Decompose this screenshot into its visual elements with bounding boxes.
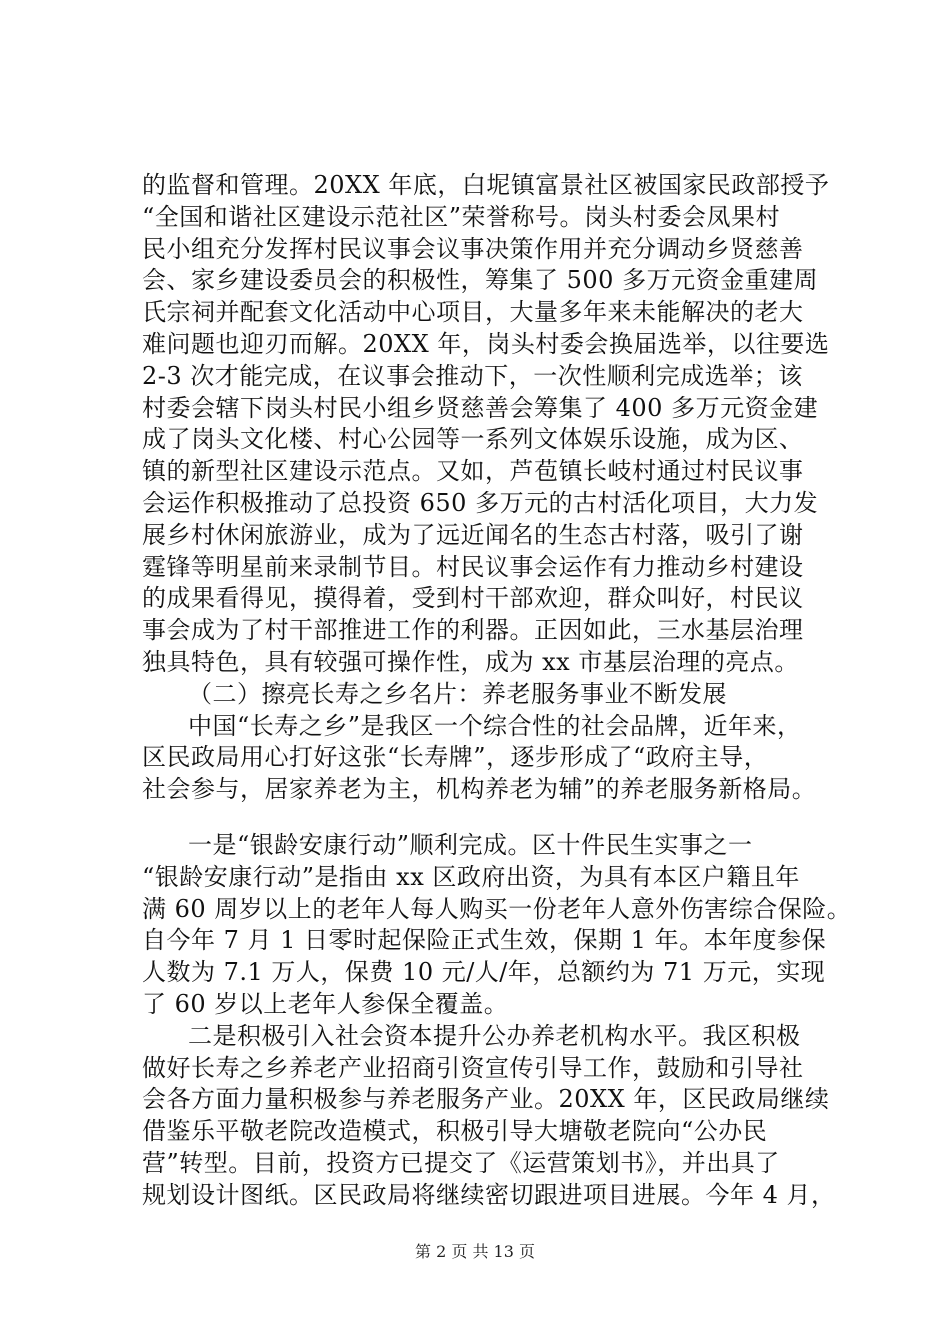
text-line: 会运作积极推动了总投资 650 多万元的古村活化项目，大力发 (142, 488, 819, 517)
text-line: 人数为 7.1 万人，保费 10 元/人/年，总额约为 71 万元，实现 (142, 958, 826, 987)
text-line: 会、家乡建设委员会的积极性，筹集了 500 多万元资金重建周 (142, 266, 819, 295)
text-line: “全国和谐社区建设示范社区”荣誉称号。岗头村委会凤果村 (142, 202, 781, 231)
text-line: 满 60 周岁以上的老年人每人购买一份老年人意外伤害综合保险。 (142, 894, 852, 923)
text-line: 了 60 岁以上老年人参保全覆盖。 (142, 989, 509, 1018)
text-line: 借鉴乐平敬老院改造模式，积极引导大塘敬老院向“公办民 (142, 1117, 768, 1146)
page-number-label: 第 2 页 共 13 页 (415, 1242, 535, 1261)
text-line: 规划设计图纸。区民政局将继续密切跟进项目进展。今年 4 月， (142, 1180, 836, 1209)
text-line: 成了岗头文化楼、村心公园等一系列文体娱乐设施，成为区、 (142, 425, 804, 454)
section-heading (142, 679, 862, 711)
paragraph-intro (142, 711, 862, 806)
text-line: 的成果看得见，摸得着，受到村干部欢迎，群众叫好，村民议 (142, 584, 804, 613)
text-line: 民小组充分发挥村民议事会议事决策作用并充分调动乡贤慈善 (142, 234, 804, 263)
document-body (142, 170, 862, 1212)
text-line: 社会参与，居家养老为主，机构养老为辅”的养老服务新格局。 (142, 775, 817, 804)
text-line: 霆锋等明星前来录制节目。村民议事会运作有力推动乡村建设 (142, 552, 804, 581)
text-line: 做好长寿之乡养老产业招商引资宣传引导工作，鼓励和引导社 (142, 1053, 804, 1082)
paragraph-continuation (142, 170, 862, 679)
paragraph-gap (142, 806, 862, 830)
text-line: 二是积极引入社会资本提升公办养老机构水平。我区积极 (188, 1021, 801, 1050)
text-line: 事会成为了村干部推进工作的利器。正因如此，三水基层治理 (142, 616, 804, 645)
page-footer (0, 1242, 950, 1262)
heading-line: （二）擦亮长寿之乡名片：养老服务事业不断发展 (188, 679, 727, 708)
text-line: 一是“银龄安康行动”顺利完成。区十件民生实事之一 (188, 830, 753, 859)
paragraph-item-one (142, 830, 862, 1021)
text-line: 区民政局用心打好这张“长寿牌”，逐步形成了“政府主导， (142, 743, 769, 772)
text-line: “银龄安康行动”是指由 xx 区政府出资，为具有本区户籍且年 (142, 862, 800, 891)
paragraph-item-two (142, 1021, 862, 1212)
text-line: 会各方面力量积极参与养老服务产业。20XX 年，区民政局继续 (142, 1085, 830, 1114)
text-line: 展乡村休闲旅游业，成为了远近闻名的生态古村落，吸引了谢 (142, 520, 804, 549)
text-line: 镇的新型社区建设示范点。又如，芦苞镇长岐村通过村民议事 (142, 457, 804, 486)
text-line: 难问题也迎刃而解。20XX 年，岗头村委会换届选举，以往要选 (142, 329, 830, 358)
text-line: 中国“长寿之乡”是我区一个综合性的社会品牌，近年来， (188, 711, 802, 740)
text-line: 自今年 7 月 1 日零时起保险正式生效，保期 1 年。本年度参保 (142, 926, 827, 955)
text-line: 2-3 次才能完成，在议事会推动下，一次性顺利完成选举；该 (142, 361, 803, 390)
text-line: 的监督和管理。20XX 年底，白坭镇富景社区被国家民政部授予 (142, 171, 830, 199)
text-line: 独具特色，具有较强可操作性，成为 xx 市基层治理的亮点。 (142, 647, 799, 676)
text-line: 氏宗祠并配套文化活动中心项目，大量多年来未能解决的老大 (142, 298, 804, 327)
text-line: 营”转型。目前，投资方已提交了《运营策划书》，并出具了 (142, 1148, 780, 1177)
text-line: 村委会辖下岗头村民小组乡贤慈善会筹集了 400 多万元资金建 (142, 393, 819, 422)
